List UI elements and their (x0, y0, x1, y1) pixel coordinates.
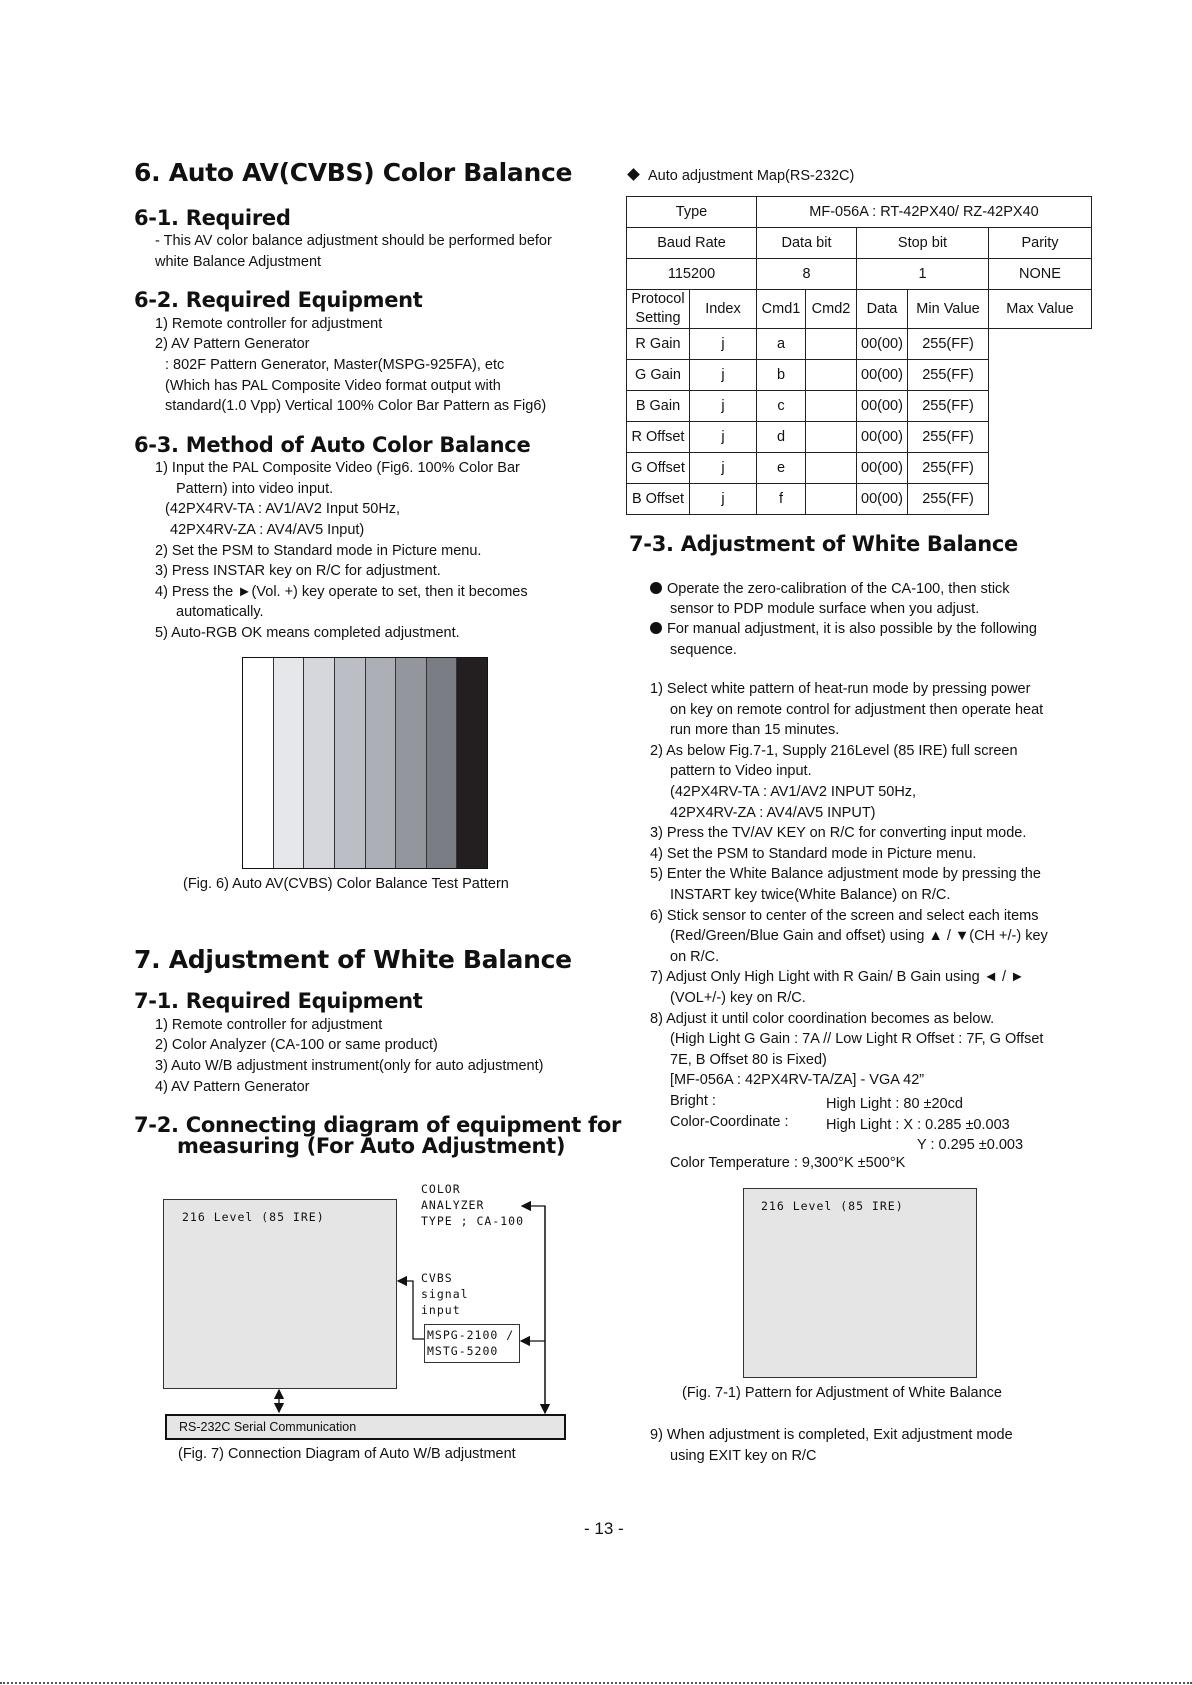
bottom-dotted-border (0, 1682, 1192, 1684)
table-cell: 00(00) (857, 329, 908, 360)
table-cell: 255(FF) (908, 453, 989, 484)
body-text: 2) Color Analyzer (CA-100 or same product) (155, 1037, 438, 1053)
spec-value: High Light : X : 0.285 ±0.003 (826, 1117, 1010, 1133)
bullet-text: For manual adjustment, it is also possible by the following (667, 621, 1037, 637)
body-text: 1) Input the PAL Composite Video (Fig6. 100% Color Bar (155, 460, 520, 476)
bullet-item (650, 580, 1010, 598)
section6-3-title: 6-3. Method of Auto Color Balance (134, 433, 531, 457)
table-row (627, 290, 1092, 329)
table-cell: 255(FF) (908, 391, 989, 422)
table-cell: c (757, 391, 806, 422)
body-text: using EXIT key on R/C (670, 1448, 817, 1464)
step-line: 8) Adjust it until color coordination becomes as below. (650, 1010, 995, 1027)
step-line: 6) Stick sensor to center of the screen and select each items (650, 907, 1039, 924)
body-text: 9) When adjustment is completed, Exit adjustment mode (650, 1427, 1013, 1443)
cvbs-label: signal (421, 1287, 469, 1301)
bullet-icon (650, 622, 662, 634)
fig6-caption: (Fig. 6) Auto AV(CVBS) Color Balance Test Pattern (183, 876, 509, 892)
table-row (627, 228, 1092, 259)
step-line: [MF-056A : 42PX4RV-TA/ZA] - VGA 42” (670, 1072, 925, 1089)
bullet-text: sequence. (670, 642, 737, 658)
table-cell: R Gain (627, 329, 690, 360)
table-row (627, 453, 1092, 484)
screen-level-label: 216 Level (85 IRE) (182, 1210, 325, 1224)
table-cell: 8 (757, 259, 857, 290)
body-text: Pattern) into video input. (176, 481, 334, 497)
step-line: INSTART key twice(White Balance) on R/C. (670, 887, 951, 903)
table-cell (806, 391, 857, 422)
step-line: 42PX4RV-ZA : AV4/AV5 INPUT) (670, 804, 876, 821)
table-header: Index (690, 290, 757, 329)
table-row (627, 391, 1092, 422)
body-text: automatically. (176, 604, 264, 620)
section7-title: 7. Adjustment of White Balance (134, 945, 572, 974)
table-row (627, 484, 1092, 515)
pattern-screen-box (743, 1188, 977, 1378)
step-line: 5) Enter the White Balance adjustment mode by pressing the (650, 866, 1041, 883)
table-cell: 115200 (627, 259, 757, 290)
bullet-text: sensor to PDP module surface when you adjust. (670, 601, 980, 617)
body-text: white Balance Adjustment (155, 254, 322, 270)
table-cell: j (690, 484, 757, 515)
step-line: run more than 15 minutes. (670, 722, 840, 739)
table-cell: Stop bit (857, 228, 989, 259)
map-title (625, 167, 854, 185)
table-cell: Type (627, 197, 757, 228)
body-text: - This AV color balance adjustment should be performed befor (155, 233, 552, 249)
page-number: - 13 - (584, 1519, 624, 1538)
step-line: Bright : (670, 1093, 716, 1109)
table-cell: 00(00) (857, 453, 908, 484)
table-cell (806, 329, 857, 360)
screen-level-label: 216 Level (85 IRE) (761, 1199, 904, 1213)
protocol-label: Setting (635, 310, 681, 326)
table-cell: j (690, 329, 757, 360)
protocol-label: Protocol (631, 291, 685, 307)
table-cell: j (690, 422, 757, 453)
step-line: 7) Adjust Only High Light with R Gain/ B Gain using ◄ / ► (650, 969, 1025, 986)
diamond-bullet-icon (627, 168, 640, 181)
spec-value: High Light : 80 ±20cd (826, 1096, 963, 1112)
section6-1-title: 6-1. Required (134, 206, 291, 230)
table-cell: 00(00) (857, 360, 908, 391)
section6-2-title: 6-2. Required Equipment (134, 288, 423, 312)
spec-value: Y : 0.295 ±0.003 (917, 1137, 1024, 1153)
section7-2-title: 7-2. Connecting diagram of equipment for (134, 1113, 622, 1137)
map-title-text: Auto adjustment Map(RS-232C) (648, 168, 855, 184)
table-cell: a (757, 329, 806, 360)
section7-2-title-cont: measuring (For Auto Adjustment) (177, 1134, 566, 1158)
body-text: 5) Auto-RGB OK means completed adjustment. (155, 625, 460, 641)
table-row (627, 360, 1092, 391)
table-cell: j (690, 391, 757, 422)
body-text: 3) Press INSTAR key on R/C for adjustment. (155, 563, 441, 579)
table-cell: Parity (989, 228, 1092, 259)
table-cell: Data bit (757, 228, 857, 259)
serial-label: RS-232C Serial Communication (179, 1420, 357, 1434)
table-cell: B Gain (627, 391, 690, 422)
bullet-text: Operate the zero-calibration of the CA-100, then stick (667, 581, 1010, 597)
generator-label: MSPG-2100 / (427, 1328, 515, 1342)
table-cell (806, 360, 857, 391)
step-line: pattern to Video input. (670, 763, 812, 780)
body-text: : 802F Pattern Generator, Master(MSPG-925FA), etc (165, 357, 505, 373)
body-text: 3) Auto W/B adjustment instrument(only for auto adjustment) (155, 1058, 544, 1074)
body-text: 1) Remote controller for adjustment (155, 1017, 383, 1033)
body-text: (42PX4RV-TA : AV1/AV2 Input 50Hz, (165, 501, 401, 517)
table-row (627, 197, 1092, 228)
step-line: (VOL+/-) key on R/C. (670, 990, 806, 1006)
table-row (627, 422, 1092, 453)
table-cell: 255(FF) (908, 329, 989, 360)
body-text: (Which has PAL Composite Video format output with (165, 378, 501, 394)
table-header: Cmd1 (757, 290, 806, 329)
section6-title: 6. Auto AV(CVBS) Color Balance (134, 158, 573, 187)
step-line: 3) Press the TV/AV KEY on R/C for converting input mode. (650, 825, 1027, 842)
table-header: Min Value (908, 290, 989, 329)
body-text: 4) Press the ►(Vol. +) key operate to set, then it becomes (155, 584, 528, 600)
table-cell: 255(FF) (908, 360, 989, 391)
table-cell: R Offset (627, 422, 690, 453)
body-text: 1) Remote controller for adjustment (155, 316, 383, 332)
table-row (627, 259, 1092, 290)
body-text: standard(1.0 Vpp) Vertical 100% Color Bar Pattern as Fig6) (165, 398, 547, 414)
table-cell: b (757, 360, 806, 391)
table-cell (806, 453, 857, 484)
table-cell: Baud Rate (627, 228, 757, 259)
bullet-item (650, 620, 1037, 638)
table-cell: G Offset (627, 453, 690, 484)
analyzer-label: ANALYZER (421, 1198, 485, 1212)
table-cell: 00(00) (857, 484, 908, 515)
step-line: 2) As below Fig.7-1, Supply 216Level (85 IRE) full screen (650, 742, 1018, 759)
step-line: 4) Set the PSM to Standard mode in Picture menu. (650, 845, 977, 862)
table-cell: G Gain (627, 360, 690, 391)
step-line: on key on remote control for adjustment then operate heat (670, 701, 1044, 718)
generator-label: MSTG-5200 (427, 1344, 499, 1358)
table-cell (806, 484, 857, 515)
table-cell: j (690, 453, 757, 484)
table-header: Cmd2 (806, 290, 857, 329)
body-text: 4) AV Pattern Generator (155, 1079, 310, 1095)
table-cell: MF-056A : RT-42PX40/ RZ-42PX40 (757, 197, 1092, 228)
table-cell: 1 (857, 259, 989, 290)
step-line: 7E, B Offset 80 is Fixed) (670, 1051, 827, 1068)
body-text: 2) AV Pattern Generator (155, 336, 310, 352)
step-line: on R/C. (670, 948, 720, 965)
rs232c-map-table (626, 196, 1092, 515)
table-row (627, 329, 1092, 360)
table-cell: NONE (989, 259, 1092, 290)
table-cell: 255(FF) (908, 484, 989, 515)
table-cell: 00(00) (857, 391, 908, 422)
section7-1-title: 7-1. Required Equipment (134, 989, 423, 1013)
step-line: 1) Select white pattern of heat-run mode by pressing power (650, 681, 1031, 697)
fig71-caption: (Fig. 7-1) Pattern for Adjustment of White Balance (682, 1385, 1002, 1401)
step-line: Color-Coordinate : (670, 1113, 789, 1130)
protocol-setting-cell (627, 290, 690, 329)
step-line: (Red/Green/Blue Gain and offset) using ▲ / ▼(CH +/-) key (670, 928, 1048, 945)
section7-3-title: 7-3. Adjustment of White Balance (629, 532, 1018, 556)
analyzer-label: TYPE ; CA-100 (421, 1214, 525, 1228)
body-text: 42PX4RV-ZA : AV4/AV5 Input) (170, 522, 365, 538)
table-cell: j (690, 360, 757, 391)
step-line: (42PX4RV-TA : AV1/AV2 INPUT 50Hz, (670, 784, 917, 800)
analyzer-label: COLOR (421, 1182, 461, 1196)
table-cell: e (757, 453, 806, 484)
table-header: Data (857, 290, 908, 329)
fig7-caption: (Fig. 7) Connection Diagram of Auto W/B adjustment (178, 1446, 516, 1462)
table-cell: 00(00) (857, 422, 908, 453)
table-cell: d (757, 422, 806, 453)
cvbs-label: input (421, 1303, 461, 1317)
body-text: 2) Set the PSM to Standard mode in Picture menu. (155, 543, 482, 559)
table-cell: B Offset (627, 484, 690, 515)
cvbs-label: CVBS (421, 1271, 453, 1285)
step-line: Color Temperature : 9,300°K ±500°K (670, 1154, 906, 1171)
bullet-icon (650, 582, 662, 594)
step-line: (High Light G Gain : 7A // Low Light R Offset : 7F, G Offset (670, 1031, 1044, 1048)
table-header: Max Value (989, 290, 1092, 329)
table-cell: f (757, 484, 806, 515)
table-cell (806, 422, 857, 453)
table-cell: 255(FF) (908, 422, 989, 453)
